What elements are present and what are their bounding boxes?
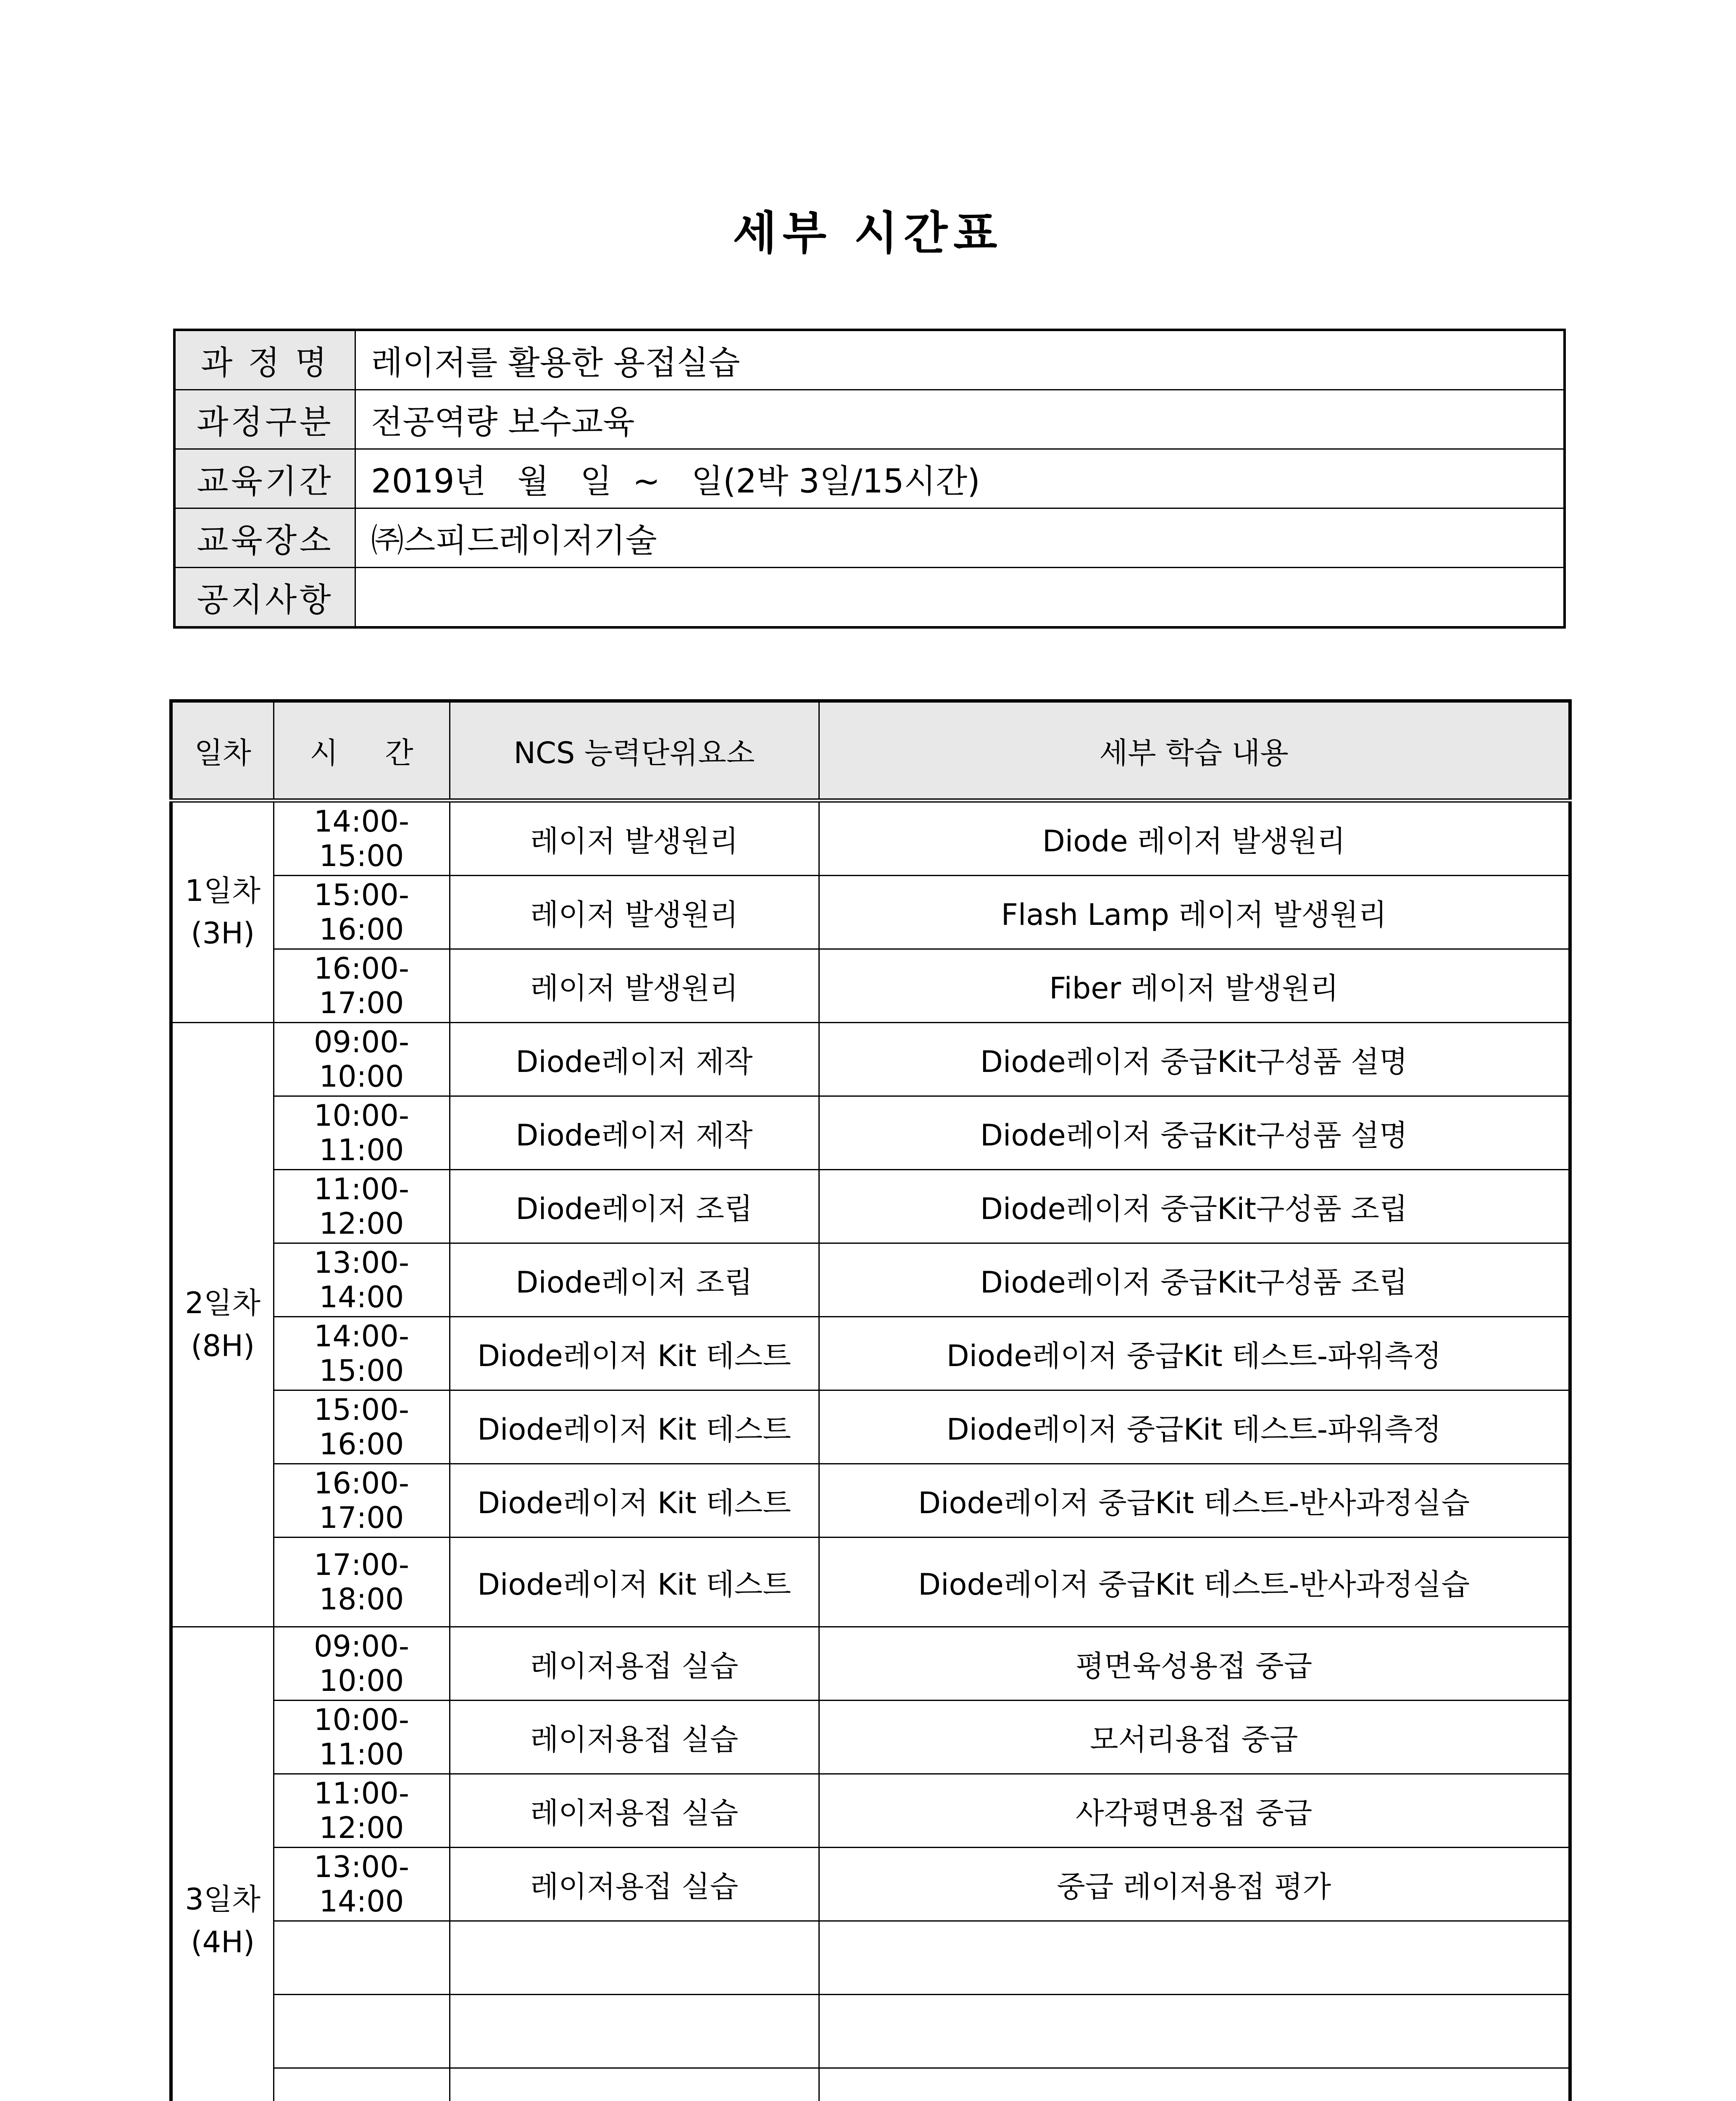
ncs-cell: Diode레이저 Kit 테스트 bbox=[450, 1317, 819, 1390]
info-row-notice bbox=[174, 568, 1565, 628]
time-cell bbox=[274, 2068, 450, 2101]
ncs-cell: Diode레이저 조립 bbox=[450, 1243, 819, 1317]
ncs-cell: Diode레이저 Kit 테스트 bbox=[450, 1538, 819, 1627]
ncs-cell bbox=[450, 1995, 819, 2068]
content-cell: 사각평면용접 중급 bbox=[819, 1774, 1570, 1848]
day-cell bbox=[171, 800, 274, 1023]
schedule-row bbox=[171, 1096, 1570, 1170]
content-cell bbox=[819, 1921, 1570, 1995]
schedule-row bbox=[171, 949, 1570, 1023]
time-cell: 16:00-17:00 bbox=[274, 949, 450, 1023]
content-cell: Diode레이저 중급Kit구성품 설명 bbox=[819, 1096, 1570, 1170]
schedule-row bbox=[171, 1464, 1570, 1538]
day-cell bbox=[171, 1023, 274, 1627]
info-label: 교육장소 bbox=[174, 508, 355, 568]
schedule-row bbox=[171, 1701, 1570, 1774]
time-cell: 09:00-10:00 bbox=[274, 1627, 450, 1701]
ncs-cell: Diode레이저 Kit 테스트 bbox=[450, 1390, 819, 1464]
ncs-cell bbox=[450, 1921, 819, 1995]
time-cell: 14:00-15:00 bbox=[274, 800, 450, 876]
time-cell bbox=[274, 1921, 450, 1995]
ncs-cell: 레이저용접 실습 bbox=[450, 1627, 819, 1701]
content-cell: Diode레이저 중급Kit 테스트-반사과정실습 bbox=[819, 1538, 1570, 1627]
schedule-row bbox=[171, 1921, 1570, 1995]
info-value: 전공역량 보수교육 bbox=[355, 390, 1565, 449]
day-hours: (8H) bbox=[191, 1328, 255, 1363]
schedule-row bbox=[171, 1995, 1570, 2068]
time-cell: 10:00-11:00 bbox=[274, 1096, 450, 1170]
content-cell: Diode레이저 중급Kit 테스트-반사과정실습 bbox=[819, 1464, 1570, 1538]
schedule-row bbox=[171, 1390, 1570, 1464]
schedule-table bbox=[169, 699, 1572, 2101]
info-value: 레이저를 활용한 용접실습 bbox=[355, 330, 1565, 390]
time-cell: 09:00-10:00 bbox=[274, 1023, 450, 1096]
content-cell: 평면육성용접 중급 bbox=[819, 1627, 1570, 1701]
info-value: 2019년 월 일 ~ 일(2박 3일/15시간) bbox=[355, 449, 1565, 508]
schedule-row bbox=[171, 1774, 1570, 1848]
time-cell: 10:00-11:00 bbox=[274, 1701, 450, 1774]
time-cell: 15:00-16:00 bbox=[274, 1390, 450, 1464]
content-cell: 모서리용접 중급 bbox=[819, 1701, 1570, 1774]
content-cell: Diode레이저 중급Kit구성품 조립 bbox=[819, 1170, 1570, 1243]
info-label: 교육기간 bbox=[174, 449, 355, 508]
schedule-row bbox=[171, 1848, 1570, 1921]
ncs-cell: Diode레이저 Kit 테스트 bbox=[450, 1464, 819, 1538]
ncs-cell: 레이저 발생원리 bbox=[450, 876, 819, 949]
content-cell: 중급 레이저용접 평가 bbox=[819, 1848, 1570, 1921]
content-cell: Diode 레이저 발생원리 bbox=[819, 800, 1570, 876]
ncs-cell: Diode레이저 제작 bbox=[450, 1096, 819, 1170]
schedule-row bbox=[171, 1023, 1570, 1096]
schedule-row bbox=[171, 1243, 1570, 1317]
header-ncs: NCS 능력단위요소 bbox=[450, 701, 819, 800]
day-label: 3일차 bbox=[185, 1882, 261, 1917]
schedule-row bbox=[171, 1317, 1570, 1390]
course-info-table bbox=[173, 329, 1566, 629]
schedule-row bbox=[171, 1170, 1570, 1243]
info-value: ㈜스피드레이저기술 bbox=[355, 508, 1565, 568]
time-cell: 13:00-14:00 bbox=[274, 1243, 450, 1317]
ncs-cell bbox=[450, 2068, 819, 2101]
time-cell: 11:00-12:00 bbox=[274, 1774, 450, 1848]
schedule-row bbox=[171, 876, 1570, 949]
page-title: 세부 시간표 bbox=[733, 207, 1003, 260]
content-cell: Diode레이저 중급Kit구성품 조립 bbox=[819, 1243, 1570, 1317]
ncs-cell: 레이저용접 실습 bbox=[450, 1848, 819, 1921]
header-time: 시 간 bbox=[274, 701, 450, 800]
content-cell: Flash Lamp 레이저 발생원리 bbox=[819, 876, 1570, 949]
info-row-course-name bbox=[174, 330, 1565, 390]
schedule-row bbox=[171, 2068, 1570, 2101]
info-row-location bbox=[174, 508, 1565, 568]
info-row-period bbox=[174, 449, 1565, 508]
info-label: 과 정 명 bbox=[174, 330, 355, 390]
day-label: 1일차 bbox=[185, 873, 261, 908]
header-day: 일차 bbox=[171, 701, 274, 800]
content-cell: Diode레이저 중급Kit 테스트-파워측정 bbox=[819, 1390, 1570, 1464]
header-content: 세부 학습 내용 bbox=[819, 701, 1570, 800]
ncs-cell: Diode레이저 제작 bbox=[450, 1023, 819, 1096]
info-value bbox=[355, 568, 1565, 628]
content-cell: Diode레이저 중급Kit구성품 설명 bbox=[819, 1023, 1570, 1096]
time-cell: 17:00-18:00 bbox=[274, 1538, 450, 1627]
time-cell: 15:00-16:00 bbox=[274, 876, 450, 949]
time-cell: 14:00-15:00 bbox=[274, 1317, 450, 1390]
schedule-body bbox=[171, 800, 1570, 2101]
day-hours: (3H) bbox=[191, 916, 255, 950]
ncs-cell: 레이저용접 실습 bbox=[450, 1701, 819, 1774]
time-cell: 16:00-17:00 bbox=[274, 1464, 450, 1538]
day-hours: (4H) bbox=[191, 1925, 255, 1959]
content-cell: Fiber 레이저 발생원리 bbox=[819, 949, 1570, 1023]
schedule-header-row bbox=[171, 701, 1570, 800]
ncs-cell: 레이저 발생원리 bbox=[450, 949, 819, 1023]
content-cell: Diode레이저 중급Kit 테스트-파워측정 bbox=[819, 1317, 1570, 1390]
content-cell bbox=[819, 2068, 1570, 2101]
info-label: 공지사항 bbox=[174, 568, 355, 628]
info-row-course-type bbox=[174, 390, 1565, 449]
ncs-cell: 레이저 발생원리 bbox=[450, 800, 819, 876]
day-label: 2일차 bbox=[185, 1286, 261, 1320]
info-label: 과정구분 bbox=[174, 390, 355, 449]
time-cell: 11:00-12:00 bbox=[274, 1170, 450, 1243]
schedule-row bbox=[171, 1538, 1570, 1627]
content-cell bbox=[819, 1995, 1570, 2068]
ncs-cell: Diode레이저 조립 bbox=[450, 1170, 819, 1243]
time-cell: 13:00-14:00 bbox=[274, 1848, 450, 1921]
schedule-row bbox=[171, 1627, 1570, 1701]
schedule-row bbox=[171, 800, 1570, 876]
ncs-cell: 레이저용접 실습 bbox=[450, 1774, 819, 1848]
time-cell bbox=[274, 1995, 450, 2068]
day-cell bbox=[171, 1627, 274, 2101]
